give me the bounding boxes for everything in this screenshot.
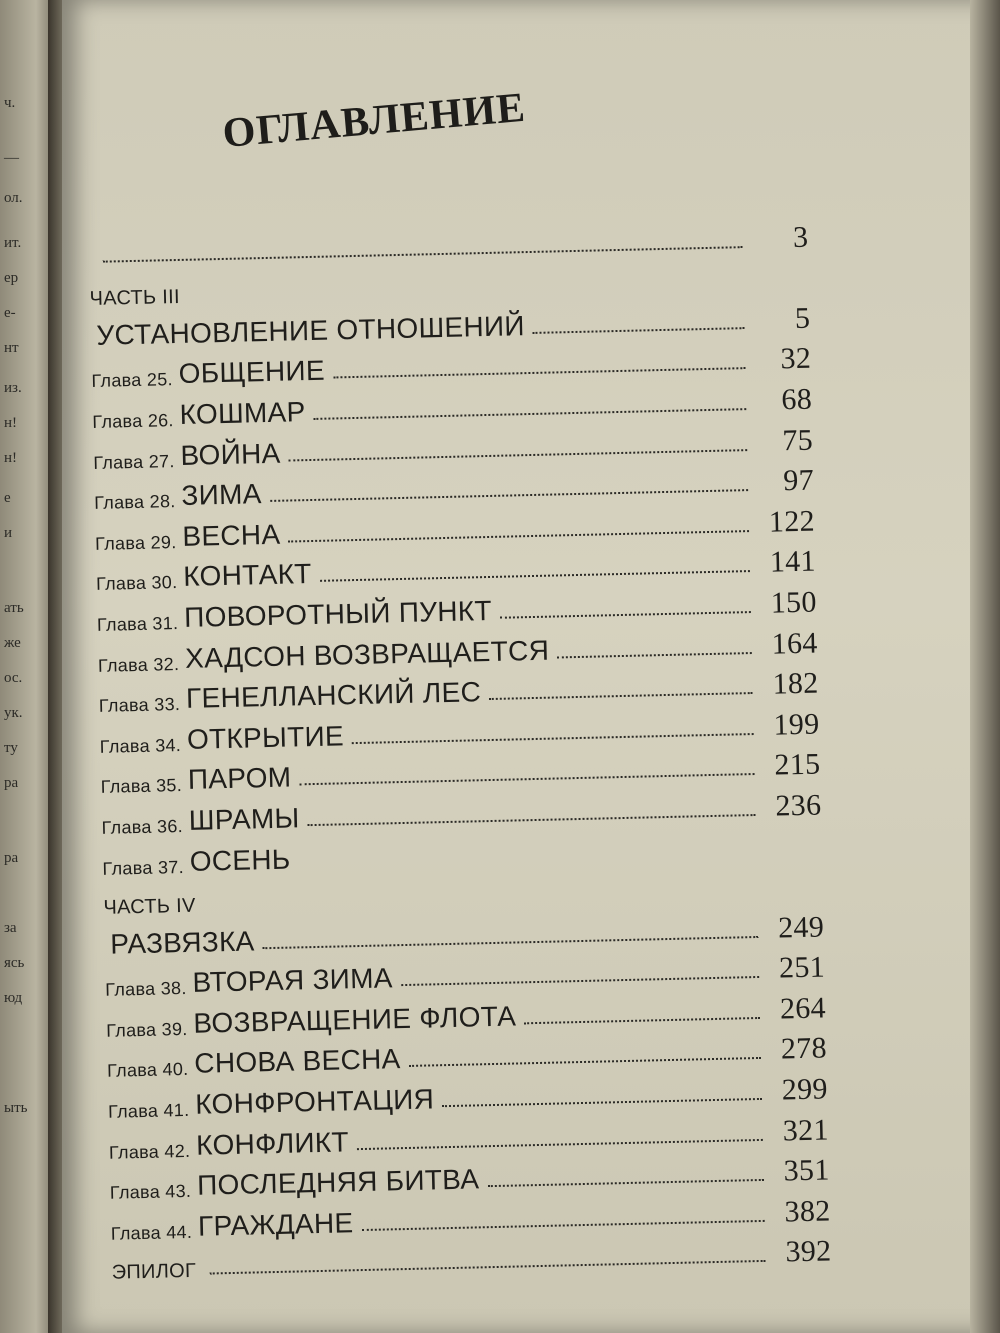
toc-title: КОНТАКТ <box>182 558 312 593</box>
toc-page-number: 278 <box>780 1031 828 1066</box>
page-edge <box>970 0 1000 1333</box>
toc-chapter-number: Глава 33. <box>98 694 181 716</box>
toc-page-number: 351 <box>783 1153 830 1188</box>
toc-title: ХАДСОН ВОЗВРАЩАЕТСЯ <box>184 634 550 674</box>
facing-page-fragment: н! <box>4 450 18 466</box>
toc-page-number: 97 <box>782 463 815 498</box>
facing-page-fragment: ит. <box>4 235 22 251</box>
toc-page-number: 392 <box>785 1234 832 1269</box>
toc-leader-dots <box>500 611 751 619</box>
toc-chapter-number: Глава 40. <box>106 1059 189 1082</box>
toc-page-number: 3 <box>792 220 809 254</box>
toc-chapter-number: Глава 44. <box>110 1221 193 1244</box>
toc-chapter-number: ЧАСТЬ IV <box>103 894 196 919</box>
facing-page-fragment: ыть <box>4 1100 28 1116</box>
toc-leader-dots <box>557 652 752 658</box>
toc-title: ВОЗВРАЩЕНИЕ ФЛОТА <box>193 1000 517 1039</box>
page-title: ОГЛАВЛЕНИЕ <box>220 84 528 158</box>
toc-chapter-number: Глава 43. <box>109 1181 192 1203</box>
toc-leader-dots <box>524 1017 760 1024</box>
toc-chapter-number: Глава 34. <box>99 734 182 757</box>
toc-title: ГРАЖДАНЕ <box>197 1207 354 1242</box>
toc-title: ВОЙНА <box>180 437 281 471</box>
toc-page-number: 249 <box>777 910 825 945</box>
toc-chapter-number: Глава 30. <box>95 572 178 595</box>
toc-title: КОНФРОНТАЦИЯ <box>194 1083 435 1120</box>
toc-title: ШРАМЫ <box>188 802 300 836</box>
toc-title: ВТОРАЯ ЗИМА <box>192 962 394 999</box>
toc-chapter-number: Глава 26. <box>92 410 174 432</box>
toc-page-number: 32 <box>780 342 812 376</box>
toc-chapter-number: Глава 35. <box>100 775 183 798</box>
table-of-contents <box>88 212 832 1284</box>
toc-title: КОНФЛИКТ <box>195 1125 350 1161</box>
toc-page-number: 264 <box>779 991 827 1026</box>
facing-page-fragment: ра <box>4 775 19 791</box>
toc-page-number: 122 <box>768 504 816 539</box>
toc-page-number: 299 <box>781 1072 829 1107</box>
facing-page-fragment: е- <box>4 305 16 321</box>
toc-page-number: 199 <box>773 707 820 742</box>
facing-page-fragment: — <box>4 150 19 166</box>
toc-chapter-number: Глава 32. <box>97 653 180 676</box>
toc-chapter-number: Глава 37. <box>102 856 185 879</box>
toc-page-number: 251 <box>778 950 826 985</box>
toc-title: ОТКРЫТИЕ <box>186 720 345 755</box>
facing-page-fragment: ч. <box>4 95 16 111</box>
facing-page-fragment: ту <box>4 740 18 756</box>
facing-page-fragment: ра <box>4 850 19 866</box>
toc-chapter-number: ЭПИЛОГ <box>111 1260 197 1285</box>
toc-leader-dots <box>533 327 745 334</box>
facing-page-fragment: и <box>4 525 13 541</box>
toc-title: ПОСЛЕДНЯЯ БИТВА <box>196 1163 480 1202</box>
toc-leader-dots <box>489 692 753 700</box>
toc-chapter-number: Глава 41. <box>107 1099 190 1122</box>
toc-chapter-number: Глава 25. <box>91 369 174 392</box>
facing-page-fragment: ать <box>4 600 24 616</box>
toc-page-number: 236 <box>775 788 822 823</box>
toc-chapter-number: Глава 38. <box>105 978 187 1001</box>
toc-title: ПОВОРОТНЫЙ ПУНКТ <box>183 594 493 633</box>
toc-chapter-number: Глава 39. <box>105 1018 188 1041</box>
toc-title: СНОВА ВЕСНА <box>193 1043 401 1080</box>
toc-title: ВЕСНА <box>182 518 281 552</box>
toc-page-number: 141 <box>769 544 817 579</box>
facing-page-fragment: ер <box>4 270 19 286</box>
toc-page-number: 164 <box>771 626 818 661</box>
toc-title: ЗИМА <box>181 478 263 512</box>
toc-title: ПАРОМ <box>187 761 292 796</box>
toc-chapter-number: Глава 28. <box>94 491 176 514</box>
toc-page-number: 182 <box>772 666 819 701</box>
facing-page-fragment: нт <box>4 340 19 356</box>
toc-chapter-number: Глава 27. <box>93 450 175 473</box>
facing-page-fragment: е <box>4 490 11 506</box>
toc-leader-dots <box>442 1098 762 1107</box>
facing-page-fragment: ол. <box>4 190 23 206</box>
toc-title: УСТАНОВЛЕНИЕ ОТНОШЕНИЙ <box>96 309 526 351</box>
toc-title: ГЕНЕЛЛАНСКИЙ ЛЕС <box>185 676 482 715</box>
toc-title: РАЗВЯЗКА <box>109 925 255 960</box>
toc-page-number: 75 <box>782 423 814 457</box>
toc-page-number: 321 <box>782 1113 830 1148</box>
toc-page-number: 215 <box>774 747 821 782</box>
toc-chapter-number: ЧАСТЬ III <box>89 286 181 311</box>
toc-title: КОШМАР <box>179 396 306 430</box>
toc-title: ОБЩЕНИЕ <box>178 355 326 390</box>
facing-page-fragment: н! <box>4 415 18 431</box>
facing-page-fragment: ясь <box>4 955 25 971</box>
facing-page-fragment: же <box>4 635 21 651</box>
toc-title: ОСЕНЬ <box>189 843 291 877</box>
facing-page-fragment: ос. <box>4 670 23 686</box>
facing-page-fragment: за <box>4 920 17 936</box>
toc-chapter-number: Глава 42. <box>108 1140 191 1163</box>
toc-chapter-number: Глава 36. <box>101 815 184 838</box>
toc-chapter-number: Глава 31. <box>96 612 179 635</box>
facing-page-fragment: ук. <box>4 705 23 721</box>
toc-page-number: 150 <box>770 585 818 620</box>
toc-page-number: 5 <box>794 301 811 335</box>
toc-page-number: 68 <box>781 382 813 417</box>
facing-page-fragment: юд <box>4 990 23 1006</box>
toc-chapter-number: Глава 29. <box>94 531 177 554</box>
facing-page-fragment: из. <box>4 380 22 396</box>
toc-leader-dots <box>487 1179 763 1187</box>
toc-page-number: 382 <box>784 1194 831 1229</box>
